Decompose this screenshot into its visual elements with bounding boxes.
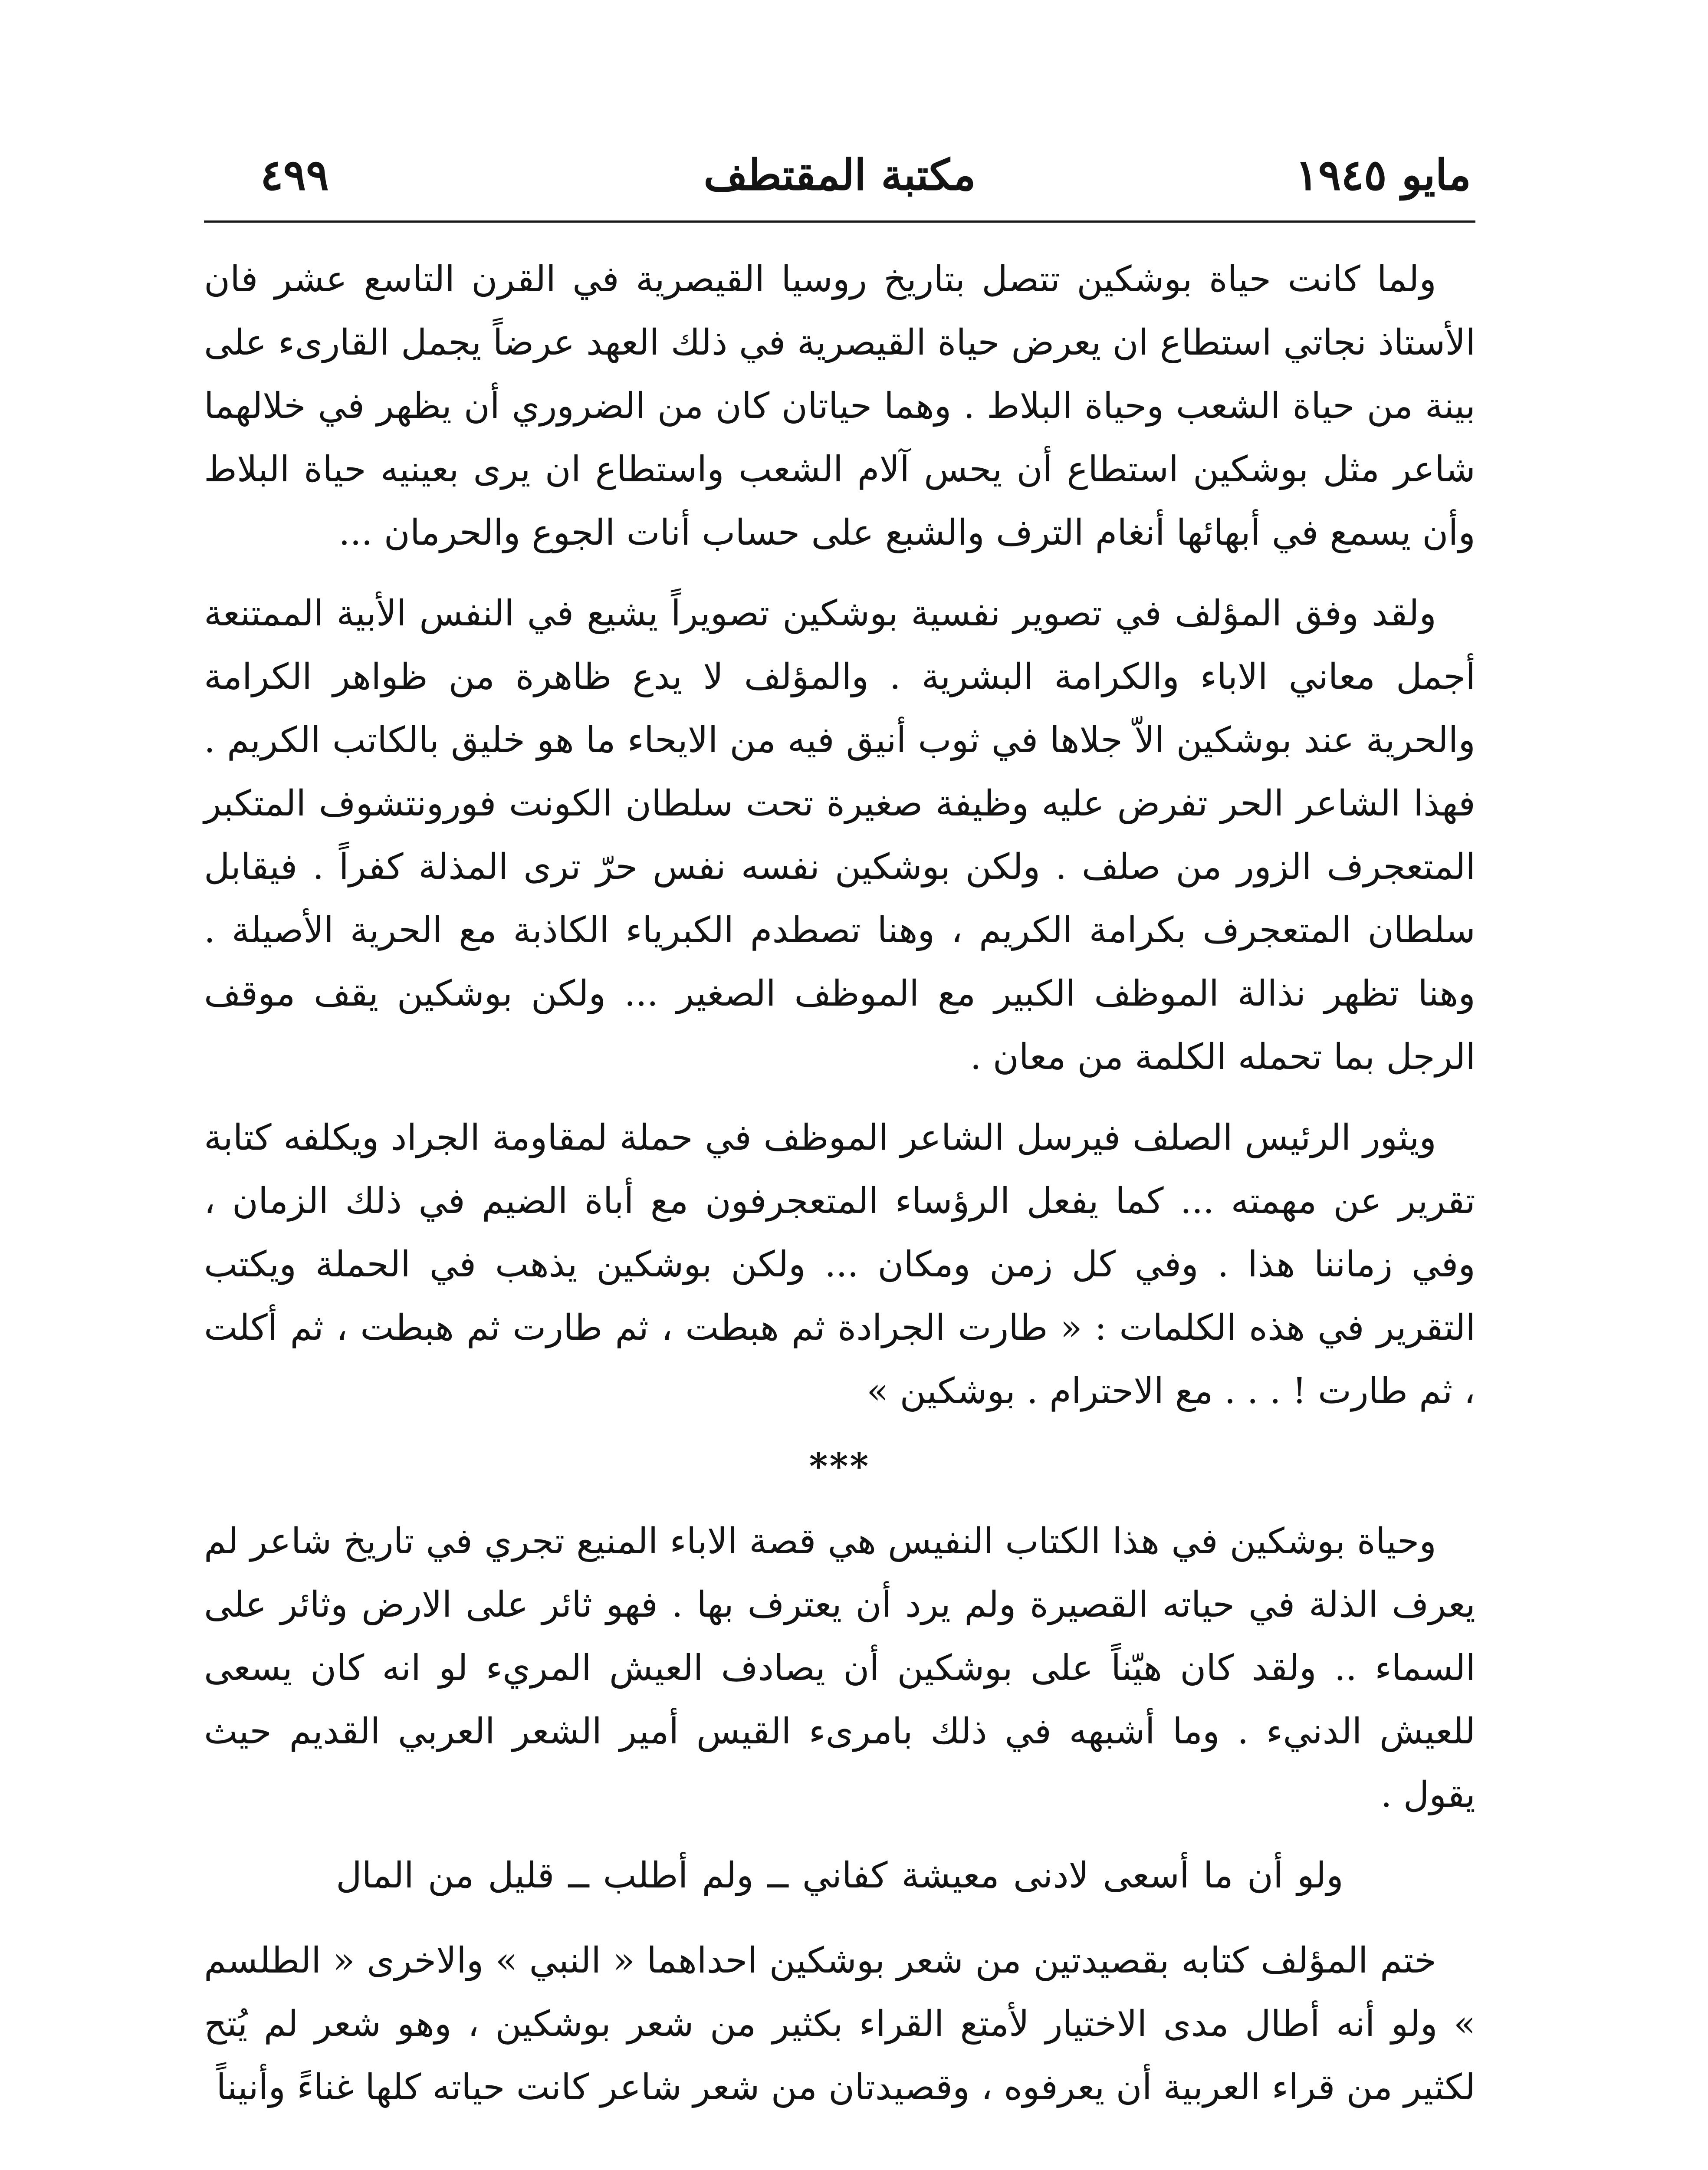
header-date: مايو ١٩٤٥ [1295,150,1471,200]
paragraph-1: ولما كانت حياة بوشكين تتصل بتاريخ روسيا القيصرية في القرن التاسع عشر فان الأستاذ نجاتي استطاع ان يعرض حياة القيصرية في ذلك العهد عرضاً يجمل القارىء على بينة من حياة الشعب وحياة البلاط . وهما حياتان كان من الضروري أن يظهر في خلالهما شاعر مثل بوشكين استطاع أن يحس آلام الشعب واستطاع ان يرى بعينيه حياة البلاط وأن يسمع في أبهائها أنغام الترف والشبع على حساب أنات الجوع والحرمان ... [204,259,1475,553]
page [204,130,1475,2170]
header-rule [204,220,1475,223]
paragraph-3: ويثور الرئيس الصلف فيرسل الشاعر الموظف في حملة لمقاومة الجراد ويكلفه كتابة تقرير عن مهمته ... كما يفعل الرؤساء المتعجرفون مع أباة الضيم في ذلك الزمان ، وفي زماننا هذا . وفي كل زمن ومكان ... ولكن بوشكين يذهب في الحملة ويكتب التقرير في هذه الكلمات : « طارت الجرادة ثم هبطت ، ثم طارت ثم هبطت ، ثم أكلت ، ثم طارت ! . . . مع الاحترام . بوشكين » [204,1117,1475,1412]
paragraph-2: ولقد وفق المؤلف في تصوير نفسية بوشكين تصويراً يشيع في النفس الأبية الممتنعة أجمل معاني الاباء والكرامة البشرية . والمؤلف لا يدع ظاهرة من ظواهر الكرامة والحرية عند بوشكين الاّ جلاها في ثوب أنيق فيه من الايحاء ما هو خليق بالكاتب الكريم . فهذا الشاعر الحر تفرض عليه وظيفة صغيرة تحت سلطان الكونت فورونتشوف المتكبر المتعجرف الزور من صلف . ولكن بوشكين نفسه نفس حرّ ترى المذلة كفراً . فيقابل سلطان المتعجرف بكرامة الكريم ، وهنا تصطدم الكبرياء الكاذبة مع الحرية الأصيلة . وهنا تظهر نذالة الموظف الكبير مع الموظف الصغير ... ولكن بوشكين يقف موقف الرجل بما تحمله الكلمة من معان . [204,593,1475,1078]
header-title: مكتبة المقتطف [703,150,976,200]
running-header [204,130,1475,217]
poem-verse: ولو أن ما أسعى لادنى معيشة كفاني ــ ولم أطلب ــ قليل من المال [336,1855,1343,1896]
paragraph-4: وحياة بوشكين في هذا الكتاب النفيس هي قصة الاباء المنيع تجري في تاريخ شاعر لم يعرف الذلة في حياته القصيرة ولم يرد أن يعترف بها . فهو ثائر على الارض وثائر على السماء .. ولقد كان هيّناً على بوشكين أن يصادف العيش المريء لو انه كان يسعى للعيش الدنيء . وما أشبهه في ذلك بامرىء القيس أمير الشعر العربي القديم حيث يقول . [204,1521,1475,1815]
paragraph-5: ختم المؤلف كتابه بقصيدتين من شعر بوشكين احداهما « النبي » والاخرى « الطلسم » ولو أنه أطال مدى الاختيار لأمتع القراء بكثير من شعر بوشكين ، وهو شعر لم يُتح لكثير من قراء العربية أن يعرفوه ، وقصيدتان من شعر شاعر كانت حياته كلها غناءً وأنيناً [204,1940,1475,2108]
page-number: ٤٩٩ [260,150,329,200]
section-separator: *** [809,1446,870,1487]
